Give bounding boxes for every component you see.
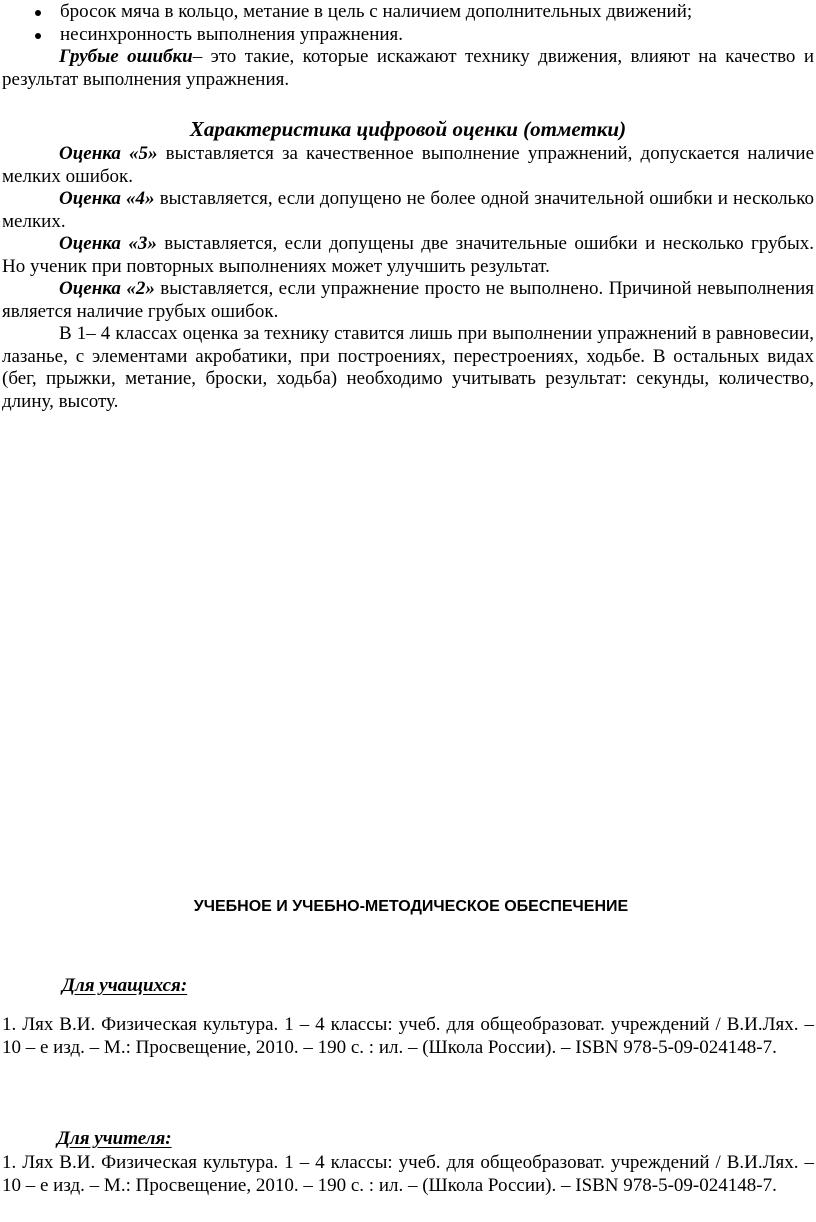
grade-text: выставляется, если допущены две значительные ошибки и несколько грубых. Но ученик при повторных выполнениях может улучшить результат. (2, 233, 814, 277)
grading-heading: Характеристика цифровой оценки (отметки) (189, 117, 627, 141)
bullet-item (2, 1, 814, 24)
grade-term: Оценка «4» (59, 188, 155, 209)
gross-errors-term: Грубые ошибки (59, 46, 193, 67)
bullet-icon (35, 10, 41, 16)
error-bullet-list (2, 1, 814, 91)
provision-title: УЧЕБНОЕ И УЧЕБНО-МЕТОДИЧЕСКОЕ ОБЕСПЕЧЕНИЕ (193, 898, 629, 915)
gross-errors-paragraph (2, 46, 814, 91)
grade-paragraph (2, 233, 814, 278)
grade-paragraph (2, 278, 814, 323)
grade-text: выставляется за качественное выполнение упражнений, допускается наличие мелких ошибок. (2, 143, 815, 187)
grade-text: выставляется, если допущено не более одной значительной ошибки и несколько мелких. (2, 188, 814, 232)
bullet-text: несинхронность выполнения упражнения. (60, 23, 404, 45)
grade-term: Оценка «2» (59, 278, 155, 299)
students-label: Для учащихся: (62, 975, 188, 996)
grade-text: выставляется, если упражнение просто не выполнено. Причиной невыполнения является наличие грубых ошибок. (2, 278, 814, 322)
grade-paragraph (2, 143, 814, 188)
classes-note-paragraph: В 1– 4 классах оценка за технику ставится лишь при выполнении упражнений в равновесии, лазанье, с элементами акробатики, при построениях, перестроениях, ходьбе. В остальных видах (бег, прыжки, метание, броски, ходьба) необходимо учитывать результат: секунды, количество, длину, высоту. (2, 323, 814, 412)
gross-errors-text: – это такие, которые искажают технику движения, влияют на качество и результат выполнения упражнения. (2, 46, 814, 90)
bullet-item (2, 24, 814, 47)
grade-term: Оценка «5» (59, 143, 158, 164)
grading-body (2, 143, 814, 413)
bullet-text: бросок мяча в кольцо, метание в цель с наличием дополнительных движений; (60, 1, 693, 22)
bullet-icon (35, 33, 41, 39)
teacher-label: Для учителя: (57, 1128, 172, 1149)
students-reference: 1. Лях В.И. Физическая культура. 1 – 4 классы: учеб. для общеобразоват. учреждений / В.И.Лях. – 10 – е изд. – М.: Просвещение, 2010. – 190 с. : ил. – (Школа России). – ISBN 978-5-09-024148-7. (2, 1014, 814, 1058)
grade-term: Оценка «3» (59, 233, 157, 254)
teacher-reference: 1. Лях В.И. Физическая культура. 1 – 4 классы: учеб. для общеобразоват. учреждений / В.И.Лях. – 10 – е изд. – М.: Просвещение, 2010. – 190 с. : ил. – (Школа России). – ISBN 978-5-09-024148-7. (2, 1152, 814, 1196)
grade-paragraph (2, 188, 814, 233)
